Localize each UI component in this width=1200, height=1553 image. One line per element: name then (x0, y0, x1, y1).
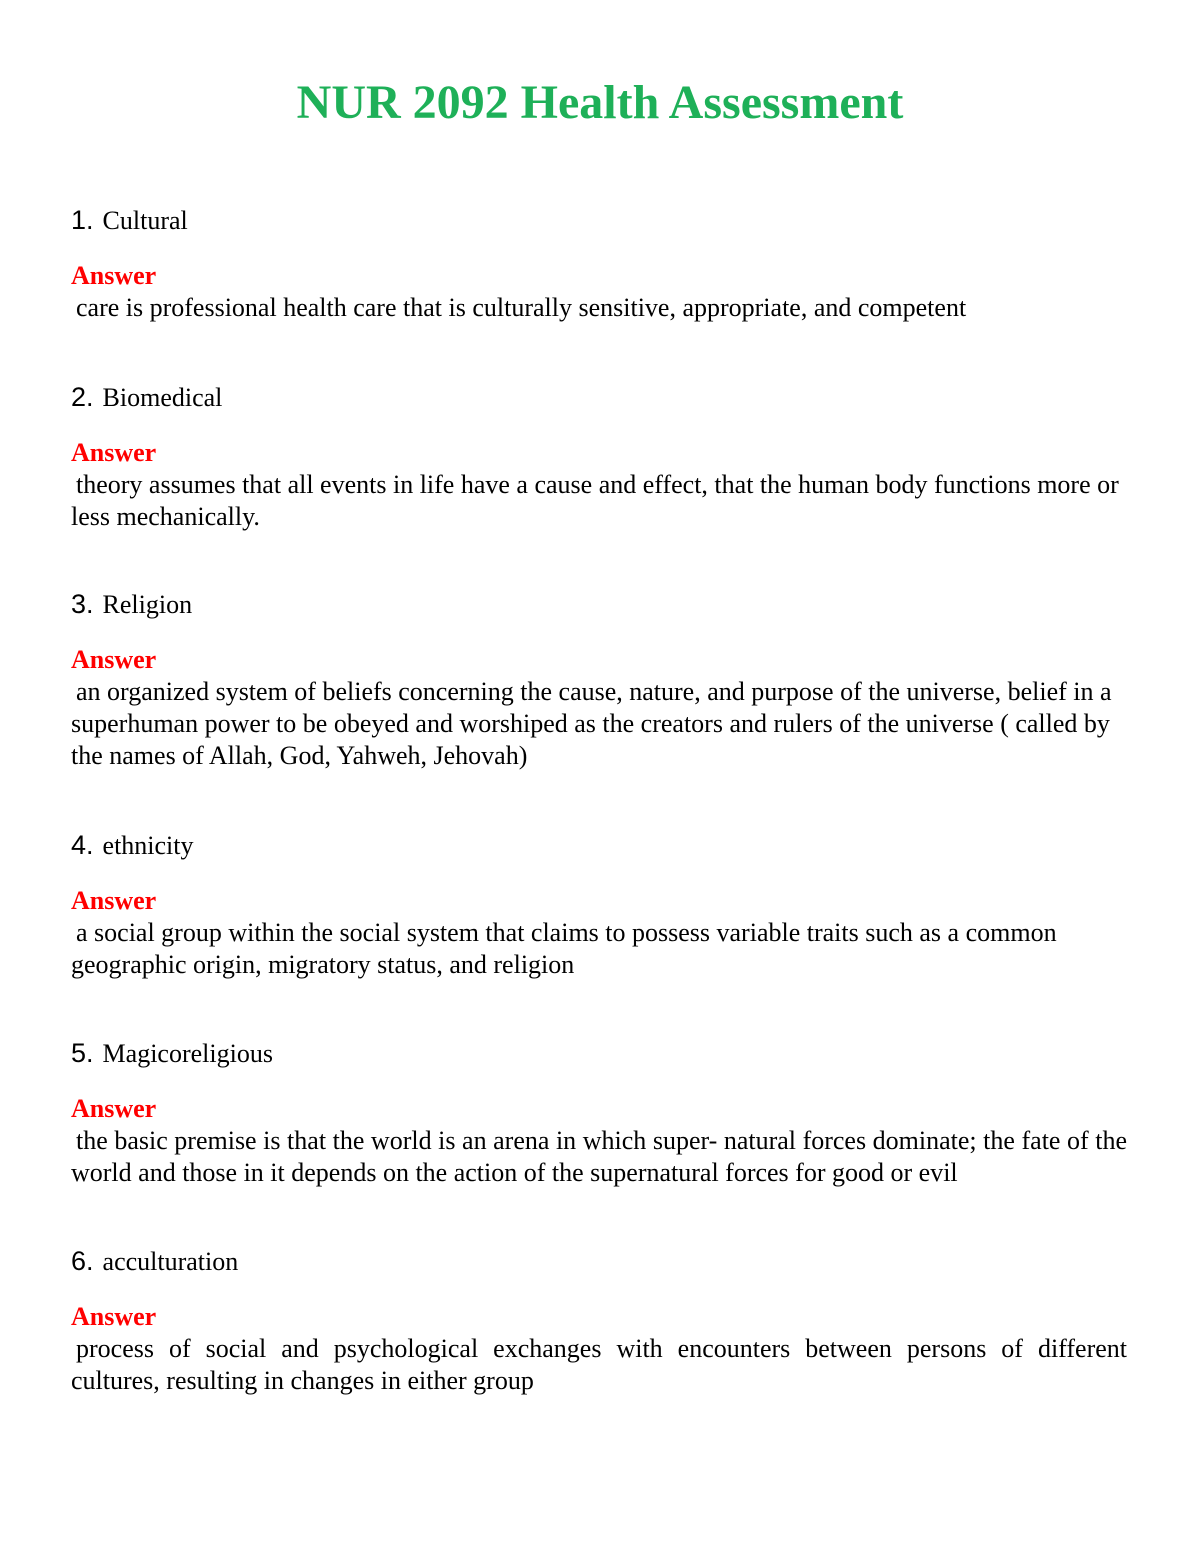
qa-item-3 (71, 584, 1127, 772)
question (71, 1033, 1127, 1073)
question (71, 825, 1127, 865)
question-number: 6. (71, 1246, 94, 1276)
question-term: Magicoreligious (102, 1039, 273, 1068)
answer-text: theory assumes that all events in life have a cause and effect, that the human body functions more or less mechanically. (71, 470, 1119, 531)
qa-item-1 (71, 200, 1127, 324)
answer-text: the basic premise is that the world is an arena in which super- natural forces dominate; the fate of the world and those in it depends on the action of the supernatural forces for good or evil (71, 1126, 1127, 1187)
question-number: 4. (71, 830, 94, 860)
question-term: Cultural (102, 206, 188, 235)
answer-label: Answer (71, 886, 157, 915)
answer-label: Answer (71, 261, 157, 290)
question-term: ethnicity (102, 831, 194, 860)
qa-item-2 (71, 377, 1127, 533)
qa-item-4 (71, 825, 1127, 981)
question (71, 377, 1127, 417)
question-term: Religion (102, 590, 193, 619)
question (71, 1241, 1127, 1281)
answer-text: an organized system of beliefs concerning the cause, nature, and purpose of the universe, belief in a superhuman power to be obeyed and worshiped as the creators and rulers of the universe ( called by the names of Allah, God, Yahweh, Jehovah) (71, 677, 1112, 770)
answer-text: process of social and psychological exchanges with encounters between persons of different cultures, resulting in changes in either group (71, 1334, 1127, 1395)
answer-label: Answer (71, 1302, 157, 1331)
question-term: acculturation (102, 1247, 239, 1276)
question (71, 200, 1127, 240)
qa-item-5 (71, 1033, 1127, 1189)
question (71, 584, 1127, 624)
answer-label: Answer (71, 438, 157, 467)
document-title: NUR 2092 Health Assessment (296, 76, 904, 129)
answer-text: a social group within the social system that claims to possess variable traits such as a common geographic origin, migratory status, and religion (71, 918, 1057, 979)
question-number: 3. (71, 589, 94, 619)
question-number: 1. (71, 205, 94, 235)
question-term: Biomedical (102, 383, 223, 412)
answer-label: Answer (71, 1094, 157, 1123)
qa-item-6 (71, 1241, 1127, 1397)
question-number: 5. (71, 1038, 94, 1068)
answer-label: Answer (71, 645, 157, 674)
answer-text: care is professional health care that is culturally sensitive, appropriate, and competent (76, 293, 967, 322)
question-number: 2. (71, 382, 94, 412)
